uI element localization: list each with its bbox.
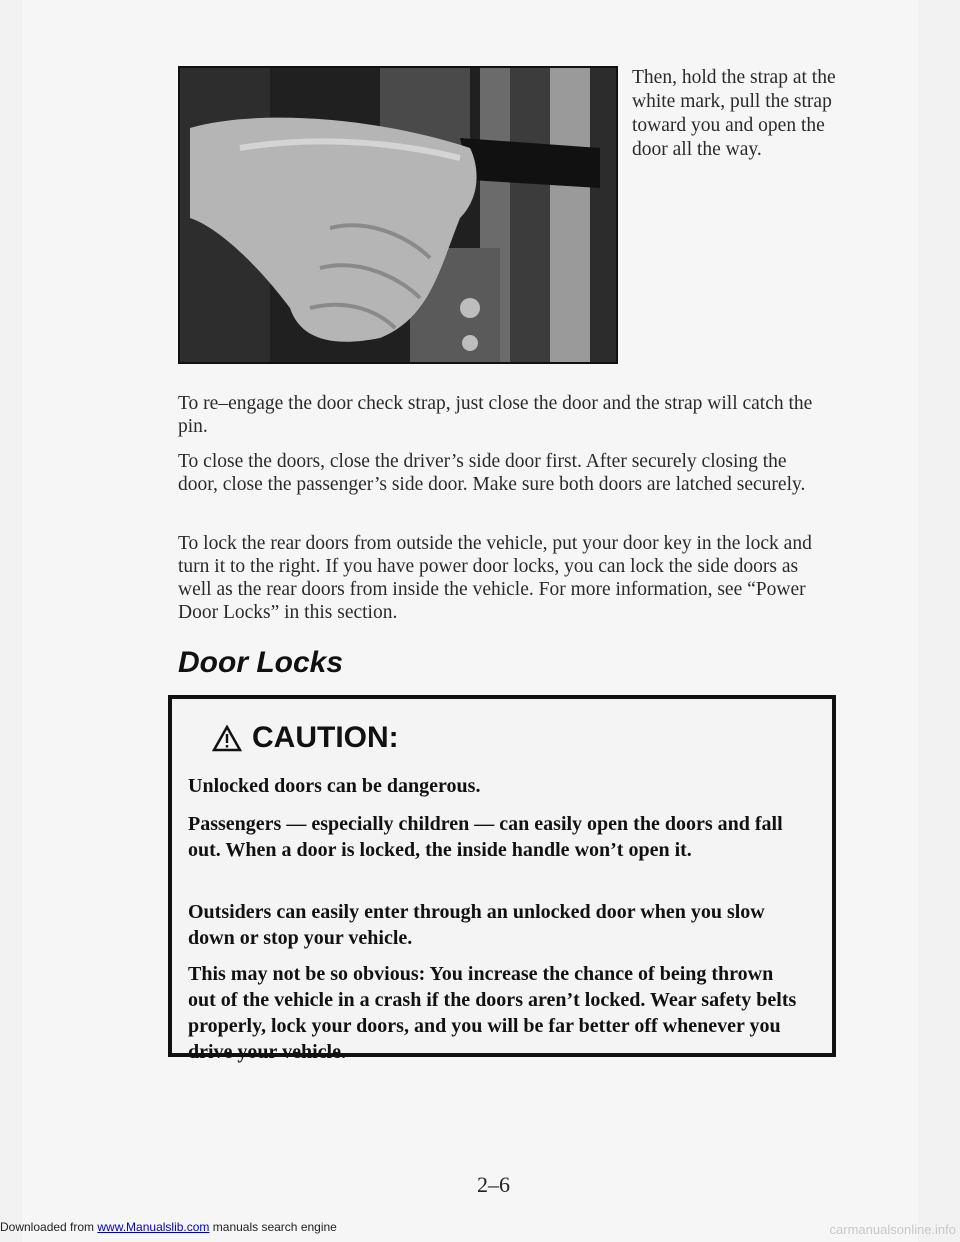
caution-paragraph: Passengers — especially children — can easily open the doors and fall out. When a door is locked, the inside handle won’t open it. [188, 813, 783, 861]
warning-triangle-icon [212, 725, 242, 752]
hand-on-strap-illustration [180, 68, 616, 362]
download-notice [0, 1220, 337, 1234]
watermark: carmanualsonline.info [829, 1222, 956, 1237]
paragraph-close-doors: To close the doors, close the driver’s side door first. After securely closing the door, close the passenger’s side door. Make sure both doors are latched securely. [178, 451, 806, 495]
caution-paragraph: This may not be so obvious: You increase the chance of being thrown out of the vehicle in a crash if the doors aren’t locked. Wear safety belts properly, lock your doors, and you will be far better off whenever you drive your vehicle. [188, 963, 797, 1063]
download-notice-suffix: manuals search engine [209, 1220, 337, 1234]
paragraph-lock-rear: To lock the rear doors from outside the vehicle, put your door key in the lock and turn it to the right. If you have power door locks, you can lock the side doors as well as the rear doors from inside the vehicle. For more information, see “Power Door Locks” in this section. [178, 533, 812, 623]
manual-page [22, 0, 918, 1242]
caution-title: CAUTION: [252, 721, 399, 754]
page-number: 2–6 [477, 1172, 510, 1197]
section-heading: Door Locks [178, 646, 344, 679]
caution-paragraph: Outsiders can easily enter through an unlocked door when you slow down or stop your vehicle. [188, 901, 765, 949]
paragraph-reengage: To re–engage the door check strap, just close the door and the strap will catch the pin. [178, 393, 813, 437]
door-strap-photo [178, 66, 618, 364]
caution-header [212, 721, 399, 755]
download-notice-prefix: Downloaded from [0, 1220, 98, 1234]
manualslib-link[interactable]: www.Manualslib.com [97, 1220, 210, 1234]
caution-box [168, 695, 836, 1063]
side-instruction: Then, hold the strap at the white mark, pull the strap toward you and open the door all the way. [632, 67, 836, 160]
caution-paragraph: Unlocked doors can be dangerous. [188, 775, 481, 797]
